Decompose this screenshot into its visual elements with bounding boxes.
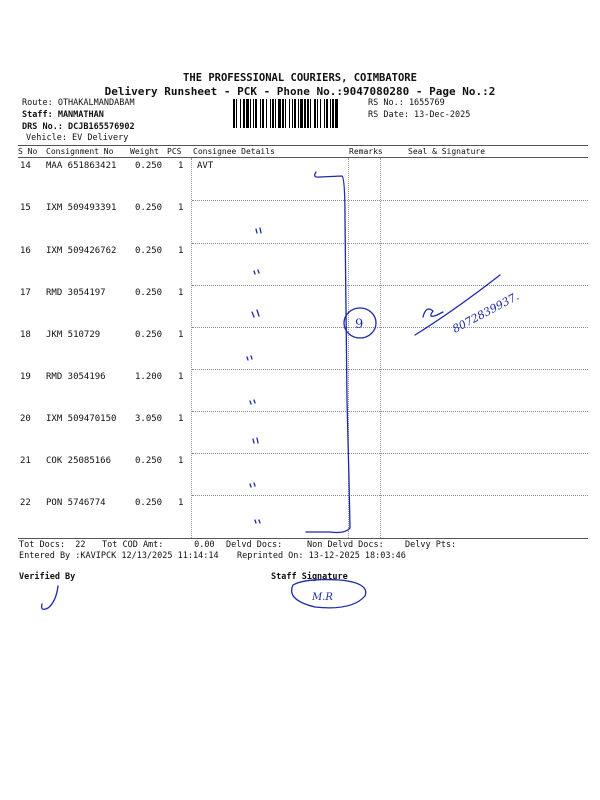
rs-number: RS No.: 1655769 bbox=[368, 98, 445, 108]
row-weight: 0.250 bbox=[135, 288, 163, 298]
row-consignment: JKM 510729 bbox=[46, 330, 101, 340]
col-seal: Seal & Signature bbox=[408, 147, 486, 156]
row-pcs: 1 bbox=[178, 456, 184, 466]
ditto-mark bbox=[256, 228, 261, 233]
staff-label: Staff: MANMATHAN bbox=[22, 110, 104, 120]
handwritten-phone: 8072839937. bbox=[450, 289, 522, 336]
row-consignee: AVT bbox=[197, 161, 214, 171]
row-weight: 3.050 bbox=[135, 414, 163, 424]
ditto-mark bbox=[254, 270, 259, 274]
verified-by-label: Verified By bbox=[19, 572, 76, 582]
row-weight: 0.250 bbox=[135, 498, 163, 508]
col-consignment: Consignment No bbox=[46, 147, 114, 156]
row-pcs: 1 bbox=[178, 288, 184, 298]
row-consignment: RMD 3054196 bbox=[46, 372, 106, 382]
row-sno: 15 bbox=[20, 203, 31, 213]
vehicle-label: Vehicle: EV Delivery bbox=[26, 133, 129, 143]
delvy-pts: Delvy Pts: bbox=[405, 540, 457, 550]
rs-date: RS Date: 13-Dec-2025 bbox=[368, 110, 471, 120]
row-consignment: IXM 509493391 bbox=[46, 203, 117, 213]
row-weight: 0.250 bbox=[135, 330, 163, 340]
tot-docs: Tot Docs: 22 bbox=[19, 540, 86, 550]
tot-cod-amt: Tot COD Amt: 0.00 bbox=[102, 540, 215, 550]
row-pcs: 1 bbox=[178, 414, 184, 424]
bracket-mark bbox=[306, 172, 350, 533]
delvd-docs: Delvd Docs: bbox=[226, 540, 283, 550]
row-pcs: 1 bbox=[178, 498, 184, 508]
row-consignment: PON 5746774 bbox=[46, 498, 106, 508]
row-weight: 0.250 bbox=[135, 456, 163, 466]
row-weight: 1.200 bbox=[135, 372, 163, 382]
ditto-mark bbox=[253, 438, 258, 443]
ditto-mark bbox=[252, 310, 259, 317]
row-sno: 22 bbox=[20, 498, 31, 508]
staff-signature-label: Staff Signature bbox=[271, 572, 348, 582]
row-pcs: 1 bbox=[178, 161, 184, 171]
col-consignee: Consignee Details bbox=[193, 147, 275, 156]
row-consignment: IXM 509470150 bbox=[46, 414, 117, 424]
col-weight: Weight bbox=[130, 147, 159, 156]
reprinted-on: Reprinted On: 13-12-2025 18:03:46 bbox=[237, 551, 406, 561]
entered-by: Entered By :KAVIPCK 12/13/2025 11:14:14 bbox=[19, 551, 219, 561]
row-pcs: 1 bbox=[178, 203, 184, 213]
ditto-mark bbox=[247, 356, 252, 360]
col-sno: S No bbox=[18, 147, 38, 156]
ditto-mark bbox=[250, 400, 255, 404]
row-sno: 18 bbox=[20, 330, 31, 340]
route-label: Route: OTHAKALMANDABAM bbox=[22, 98, 135, 108]
row-sno: 20 bbox=[20, 414, 31, 424]
ditto-mark bbox=[250, 483, 255, 487]
col-pcs: PCS bbox=[167, 147, 182, 156]
row-sno: 16 bbox=[20, 246, 31, 256]
row-weight: 0.250 bbox=[135, 246, 163, 256]
drs-number: DRS No.: DCJB165576902 bbox=[22, 122, 135, 132]
tick-scribble bbox=[423, 309, 443, 317]
row-sno: 21 bbox=[20, 456, 31, 466]
ditto-mark bbox=[255, 520, 260, 523]
row-pcs: 1 bbox=[178, 330, 184, 340]
verified-signature bbox=[42, 586, 58, 609]
signature-initials: M.R bbox=[312, 592, 333, 603]
col-remarks: Remarks bbox=[349, 147, 383, 156]
row-consignment: COK 25085166 bbox=[46, 456, 112, 466]
row-sno: 19 bbox=[20, 372, 31, 382]
row-pcs: 1 bbox=[178, 372, 184, 382]
row-weight: 0.250 bbox=[135, 203, 163, 213]
row-consignment: IXM 509426762 bbox=[46, 246, 117, 256]
row-pcs: 1 bbox=[178, 246, 184, 256]
row-sno: 17 bbox=[20, 288, 31, 298]
non-delvd-docs: Non Delvd Docs: bbox=[307, 540, 384, 550]
circled-number: 9 bbox=[355, 317, 364, 332]
company-title: THE PROFESSIONAL COURIERS, COIMBATORE bbox=[183, 72, 417, 84]
row-consignment: MAA 651863421 bbox=[46, 161, 117, 171]
row-weight: 0.250 bbox=[135, 161, 163, 171]
row-sno: 14 bbox=[20, 161, 31, 171]
row-consignment: RMD 3054197 bbox=[46, 288, 106, 298]
runsheet-subtitle: Delivery Runsheet - PCK - Phone No.:9047080280 - Page No.:2 bbox=[104, 85, 496, 98]
